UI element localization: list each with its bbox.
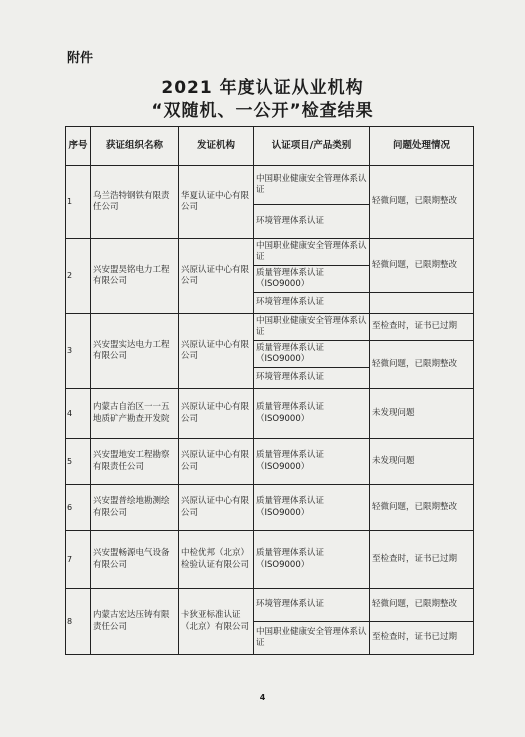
result-text: 轻微问题，已限期整改 <box>370 485 474 531</box>
issuer-name: 兴原认证中心有限公司 <box>179 389 254 439</box>
cert-category: 环境管理体系认证 <box>254 205 370 239</box>
table-row <box>66 531 474 589</box>
issuer-name: 兴原认证中心有限公司 <box>179 314 254 389</box>
table-header-row <box>66 127 474 166</box>
table-row <box>66 314 474 341</box>
cert-category: 质量管理体系认证（ISO9000） <box>254 266 370 293</box>
issuer-name: 兴原认证中心有限公司 <box>179 485 254 531</box>
result-text: 未发现问题 <box>370 439 474 485</box>
result-text: 至检查时，证书已过期 <box>370 314 474 341</box>
row-no: 8 <box>66 589 91 655</box>
org-name: 内蒙古自治区一一五地质矿产勘查开发院 <box>91 389 179 439</box>
org-name: 兴安盟普绘地勘测绘有限公司 <box>91 485 179 531</box>
result-text: 轻微问题，已限期整改 <box>370 239 474 293</box>
table-row <box>66 589 474 622</box>
title-line-1: 2021 年度认证从业机构 <box>161 78 364 98</box>
cert-category: 质量管理体系认证（ISO9000） <box>254 389 370 439</box>
table-row <box>66 485 474 531</box>
cert-category: 环境管理体系认证 <box>254 589 370 622</box>
cert-category: 中国职业健康安全管理体系认证 <box>254 622 370 655</box>
result-text: 轻微问题，已限期整改 <box>370 589 474 622</box>
title-line-2: “双随机、一公开”检查结果 <box>151 101 374 121</box>
issuer-name: 卡狄亚标准认证（北京）有限公司 <box>179 589 254 655</box>
table-row <box>66 439 474 485</box>
row-no: 5 <box>66 439 91 485</box>
cert-category: 质量管理体系认证（ISO9000） <box>254 439 370 485</box>
row-no: 6 <box>66 485 91 531</box>
inspection-results-table <box>65 126 474 655</box>
table-row <box>66 166 474 205</box>
cert-category: 中国职业健康安全管理体系认证 <box>254 239 370 266</box>
row-no: 4 <box>66 389 91 439</box>
issuer-name: 兴原认证中心有限公司 <box>179 439 254 485</box>
col-header-org: 获证组织名称 <box>91 127 179 166</box>
cert-category: 中国职业健康安全管理体系认证 <box>254 314 370 341</box>
result-text: 轻微问题，已限期整改 <box>370 166 474 239</box>
org-name: 兴安盟实达电力工程有限公司 <box>91 314 179 389</box>
cert-category: 质量管理体系认证（ISO9000） <box>254 485 370 531</box>
result-text: 未发现问题 <box>370 389 474 439</box>
issuer-name: 华夏认证中心有限公司 <box>179 166 254 239</box>
col-header-category: 认证项目/产品类别 <box>254 127 370 166</box>
table-row <box>66 239 474 266</box>
result-text <box>370 293 474 314</box>
result-text: 至检查时，证书已过期 <box>370 622 474 655</box>
attachment-label: 附件 <box>67 51 94 66</box>
org-name: 内蒙古宏达压铸有限责任公司 <box>91 589 179 655</box>
cert-category: 质量管理体系认证（ISO9000） <box>254 341 370 368</box>
org-name: 兴安盟昊铭电力工程有限公司 <box>91 239 179 314</box>
col-header-issuer: 发证机构 <box>179 127 254 166</box>
issuer-name: 中检优邦（北京）检验认证有限公司 <box>179 531 254 589</box>
org-name: 乌兰浩特钢铁有限责任公司 <box>91 166 179 239</box>
result-text: 轻微问题，已限期整改 <box>370 341 474 389</box>
cert-category: 环境管理体系认证 <box>254 293 370 314</box>
row-no: 3 <box>66 314 91 389</box>
row-no: 7 <box>66 531 91 589</box>
col-header-no: 序号 <box>66 127 91 166</box>
cert-category: 环境管理体系认证 <box>254 368 370 389</box>
row-no: 1 <box>66 166 91 239</box>
cert-category: 质量管理体系认证（ISO9000） <box>254 531 370 589</box>
page-number: 4 <box>259 693 266 702</box>
table-row <box>66 389 474 439</box>
col-header-result: 问题处理情况 <box>370 127 474 166</box>
result-text: 至检查时，证书已过期 <box>370 531 474 589</box>
org-name: 兴安盟畅源电气设备有限公司 <box>91 531 179 589</box>
cert-category: 中国职业健康安全管理体系认证 <box>254 166 370 205</box>
issuer-name: 兴原认证中心有限公司 <box>179 239 254 314</box>
row-no: 2 <box>66 239 91 314</box>
org-name: 兴安盟地安工程勘察有限责任公司 <box>91 439 179 485</box>
